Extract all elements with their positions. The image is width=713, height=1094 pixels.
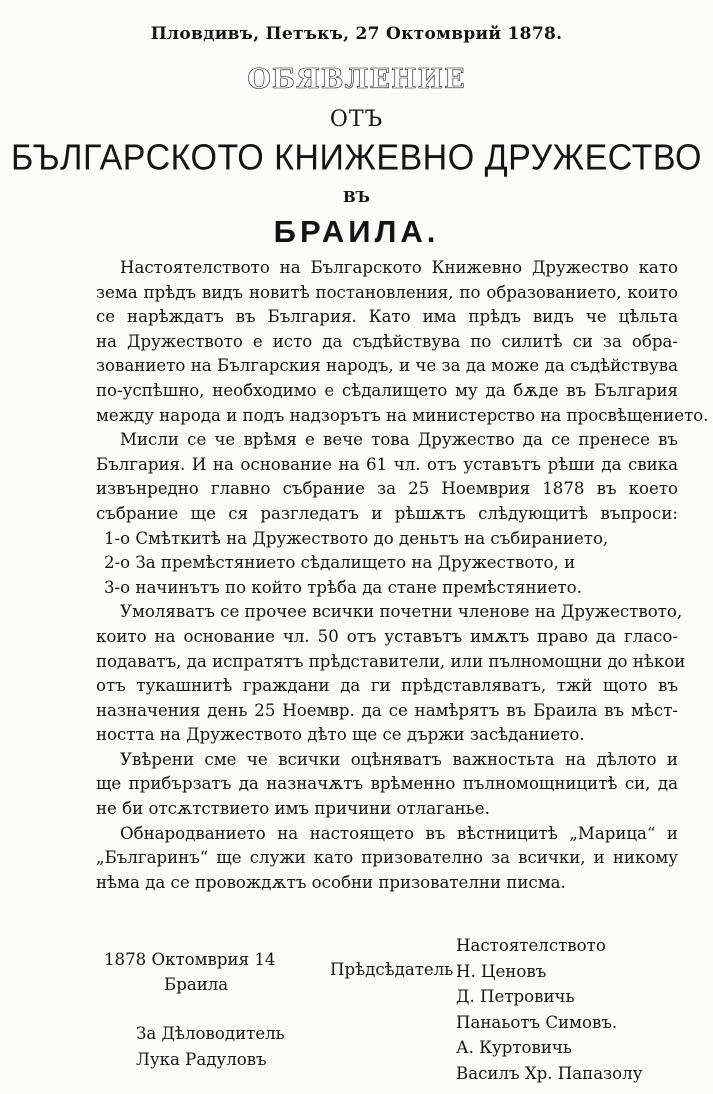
paragraph-5 bbox=[96, 822, 678, 896]
text-line: се нарѣждатъ въ България. Като има прѣдъ видъ че цѣльта bbox=[96, 307, 678, 327]
text-line: ще прибързатъ да назначѫтъ врѣменно пълномощницитѣ си, да bbox=[96, 774, 678, 794]
text-line: Умоляватъ се прочее всички почетни членове на Дружеството, bbox=[120, 602, 683, 622]
text-line: извънредно главно събрание за 25 Ноемврия 1878 въ което bbox=[96, 479, 678, 499]
title-announcement: ОБЯВЛЕНИЕ bbox=[247, 64, 466, 95]
agenda-list bbox=[96, 527, 678, 601]
board-member: Панаьотъ Симовъ. bbox=[456, 1012, 618, 1032]
list-item: 3-о начинътъ по който трѣба да стане премѣстянието. bbox=[104, 577, 582, 597]
title-in: ВЪ bbox=[342, 188, 371, 206]
announcement-body bbox=[96, 256, 709, 895]
issue-date: 1878 Октомврия 14 bbox=[104, 950, 276, 969]
text-line: нѣма да се провождѫтъ особни призователни писма. bbox=[96, 872, 566, 892]
text-line: назначения день 25 Ноемвр. да се намѣрятъ въ Браила въ мѣст- bbox=[96, 700, 678, 720]
list-item: 1-о Смѣткитѣ на Дружеството до деньтъ на събиранието, bbox=[104, 528, 609, 548]
paragraph-1 bbox=[96, 256, 709, 428]
text-line: отъ тукашнитѣ граждани да ги прѣдставляватъ, тжй щото въ bbox=[96, 676, 678, 696]
board-member: Василъ Хр. Папазолу bbox=[456, 1063, 643, 1083]
board-member: А. Куртовичь bbox=[456, 1038, 572, 1057]
text-line: подаватъ, да испратятъ прѣдставители, или пълномощни до нѣкои bbox=[96, 651, 686, 671]
chair-title: Прѣдсѣдатель bbox=[330, 960, 454, 979]
text-line: Мисли се че врѣмя е вече това Дружество да се пренесе въ bbox=[120, 430, 678, 450]
text-line: България. И на основание на 61 чл. отъ уставътъ рѣши да свика bbox=[96, 454, 678, 474]
board-title: Настоятелството bbox=[456, 936, 606, 955]
list-item: 2-о За премѣстянието сѣдалището на Дружеството, и bbox=[104, 553, 576, 573]
text-line: Обнародванието на настоящето въ вѣстницитѣ „Марица“ и bbox=[120, 823, 678, 843]
board-member: Н. Ценовъ bbox=[456, 961, 547, 981]
paragraph-2 bbox=[96, 428, 678, 526]
text-line: по-успѣшно, необходимо е сѣдалището му да бѫде въ България bbox=[96, 380, 678, 400]
paragraph-4 bbox=[96, 748, 678, 822]
text-line: събрание ще ся разгледатъ и рѣшѫтъ слѣдующитѣ въпроси: bbox=[96, 503, 678, 523]
text-line: ността на Дружеството дѣто ще се държи засѣданието. bbox=[96, 725, 585, 745]
dateline: Пловдивъ, Петъкъ, 27 Октомврий 1878. bbox=[150, 24, 563, 44]
text-line: Настоятелството на Българското Книжевно Дружество като bbox=[120, 258, 678, 277]
text-line: „Българинъ“ ще служи като призователно за всички, и никому bbox=[96, 848, 678, 868]
text-line: зема прѣдъ видъ новитѣ постановления, по образованието, които bbox=[96, 282, 678, 302]
board-member: Д. Петровичь bbox=[456, 987, 575, 1006]
title-city: БРАИЛА. bbox=[273, 214, 440, 249]
text-line: Увѣрени сме че всички оцѣняватъ важностьта на дѣлото и bbox=[120, 749, 678, 769]
text-line: не би отсѫтствието имъ причини отлаганье. bbox=[96, 799, 490, 819]
text-line: на Дружеството е исто да съдѣйствува по силитѣ си за обра- bbox=[96, 331, 678, 351]
paragraph-3 bbox=[96, 600, 686, 748]
title-from: ОТЪ bbox=[329, 107, 384, 132]
secretary-title: За Дѣловодитель bbox=[136, 1024, 285, 1043]
text-line: зованието на Българския народъ, и че за да може да съдѣйствува bbox=[96, 356, 678, 376]
secretary-name: Лука Радуловъ bbox=[136, 1050, 267, 1069]
text-line: които на основание чл. 50 отъ уставътъ имѫтъ право да гласо- bbox=[96, 626, 678, 646]
issue-place: Браила bbox=[164, 975, 229, 994]
text-line: между народа и подъ надзорътъ на министерство на просвѣщението. bbox=[96, 405, 709, 425]
title-society: БЪЛГАРСКОТО КНИЖЕВНО ДРУЖЕСТВО bbox=[11, 138, 702, 178]
board-signatures bbox=[456, 933, 642, 1086]
